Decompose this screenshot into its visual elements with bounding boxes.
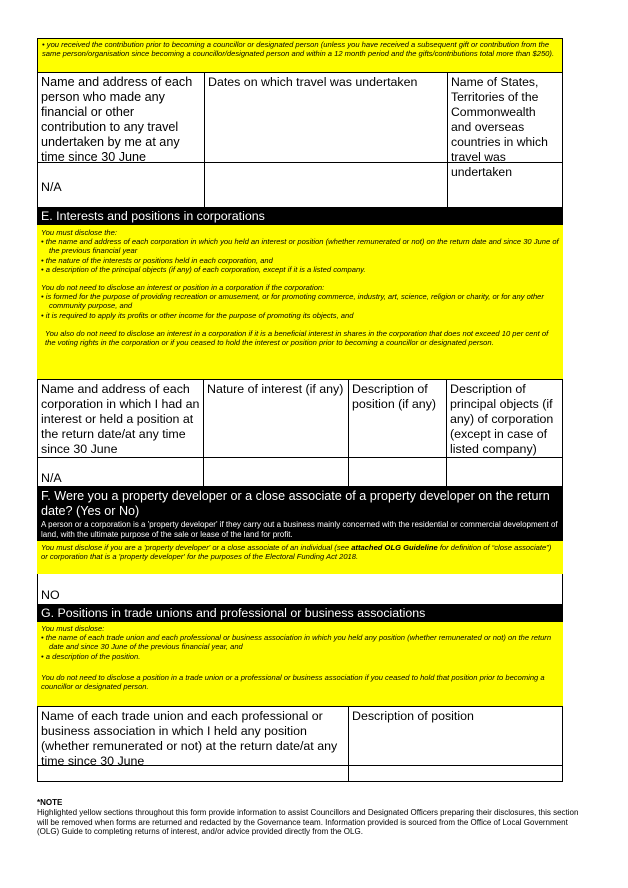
section-e-note-bullet2: • it is required to apply its profits or other income for the purpose of promoting its objects, and [41, 310, 354, 320]
travel-header-contributor: Name and address of each person who made any financial or other contribution to any travel undertaken by me at any time since 30 June [37, 72, 204, 162]
section-g-note-bullet: • a description of the position. [41, 651, 141, 661]
section-e-note-bullet2: • is formed for the purpose of providing recreation or amusement, or for promoting commerce, industry, art, science, religion or charity, or for any other community purpose, and [41, 292, 544, 311]
section-f-definition: A person or a corporation is a 'property developer' if they carry out a business mainly concerned with the residential or commercial development of land, with the ultimate purpose of the sale or lease of the land for profit. [41, 520, 558, 539]
section-g-note-intro: You must disclose: [41, 624, 105, 633]
footnote-title: *NOTE [37, 798, 63, 807]
unions-table [37, 706, 563, 782]
section-e-note-bullet: • a description of the principal objects (if any) of each corporation, except if it is a listed company. [41, 264, 366, 274]
travel-row-cell [204, 162, 447, 207]
corp-header-position: Description of position (if any) [348, 379, 446, 457]
section-f-note-part2: for definition of “close associate”) or corporation that is a 'property developer' for the purposes of the Electoral Funding Act 2018. [41, 543, 552, 562]
section-e-note-tail: You also do not need to disclose an interest in a corporation if it is a beneficial interest in shares in the corporation that does not exceed 10 per cent of the voting rights in the corporation or if you ceased to hold the interest or position prior to becoming a councillor or designated person. [45, 328, 549, 348]
corp-header-name: Name and address of each corporation in which I had an interest or held a position at the return date/at any time since 30 June [37, 379, 203, 457]
section-g-title: G. Positions in trade unions and professional or business associations [37, 604, 563, 622]
union-header-position: Description of position [348, 706, 562, 765]
travel-table [37, 72, 563, 208]
union-row-cell [348, 765, 562, 781]
section-f-block [37, 487, 563, 541]
section-e-note [37, 225, 563, 379]
corp-row-cell: N/A [37, 457, 203, 486]
section-f-note-link[interactable]: attached OLG Guideline [351, 543, 438, 552]
travel-row-cell [447, 162, 562, 207]
section-f-note [37, 541, 563, 574]
corp-row-cell [446, 457, 562, 486]
section-e-note-bullet: • the name and address of each corporation in which you held an interest or position (whether remunerated or not) on the return date and since 30 June of the previous financial year [41, 237, 559, 256]
top-note [37, 38, 563, 73]
section-f-note-part1: You must disclose if you are a 'property developer' or a close associate of an individual (see [41, 543, 352, 552]
section-f-title: F. Were you a property developer or a close associate of a property developer on the return date? (Yes or No) [41, 489, 550, 518]
corporations-table [37, 379, 563, 487]
footnote-text: Highlighted yellow sections throughout this form provide information to assist Councillors and Designated Officers preparing their disclosures, this section will be removed when forms are returned and redacted by the Governance team. Information provided is sourced from the Office of Local Government (OLG) Guide to completing returns of interest, and/or advice provided directly from the OLG. [37, 807, 579, 837]
section-g-note [37, 622, 563, 706]
section-e-note-bullet: • the nature of the interests or positions held in each corporation, and [41, 255, 273, 265]
corp-header-nature: Nature of interest (if any) [203, 379, 348, 457]
union-row-cell [37, 765, 348, 781]
travel-row-cell: N/A [37, 162, 204, 207]
section-e-note-intro: You must disclose the: [41, 228, 117, 237]
section-e-note-intro2: You do not need to disclose an interest or position in a corporation if the corporation: [41, 283, 325, 293]
corp-row-cell [203, 457, 348, 486]
section-g-note-bullet: • the name of each trade union and each professional or business association in which you held any position (whether remunerated or not) on the return date and since 30 June of the previous financial year, and [41, 633, 552, 652]
top-note-line: • you received the contribution prior to becoming a councillor or designated person (unless you have received a subsequent gift or contribution from the same person/organisation since becoming a councillor/designated person and within a 12 month period and the gifts/contributions total more than $250). [42, 40, 555, 59]
section-f-answer: NO [41, 588, 60, 602]
union-header-name: Name of each trade union and each professional or business association in which I held any position (whether remunerated or not) at the return date/at any time since 30 June [37, 706, 348, 765]
corp-row-cell [348, 457, 446, 486]
section-g-note-tail: You do not need to disclose a position in a trade union or a professional or business association if you ceased to hold that position prior to becoming a councillor or designated person. [41, 672, 545, 692]
corp-header-objects: Description of principal objects (if any) of corporation (except in case of listed company) [446, 379, 562, 457]
section-e-title: E. Interests and positions in corporations [37, 208, 563, 225]
travel-header-places: Name of States, Territories of the Commonwealth and overseas countries in which travel was undertaken [447, 72, 562, 162]
footnote [37, 798, 583, 837]
travel-header-dates: Dates on which travel was undertaken [204, 72, 447, 162]
section-f-answer-row [37, 574, 563, 604]
